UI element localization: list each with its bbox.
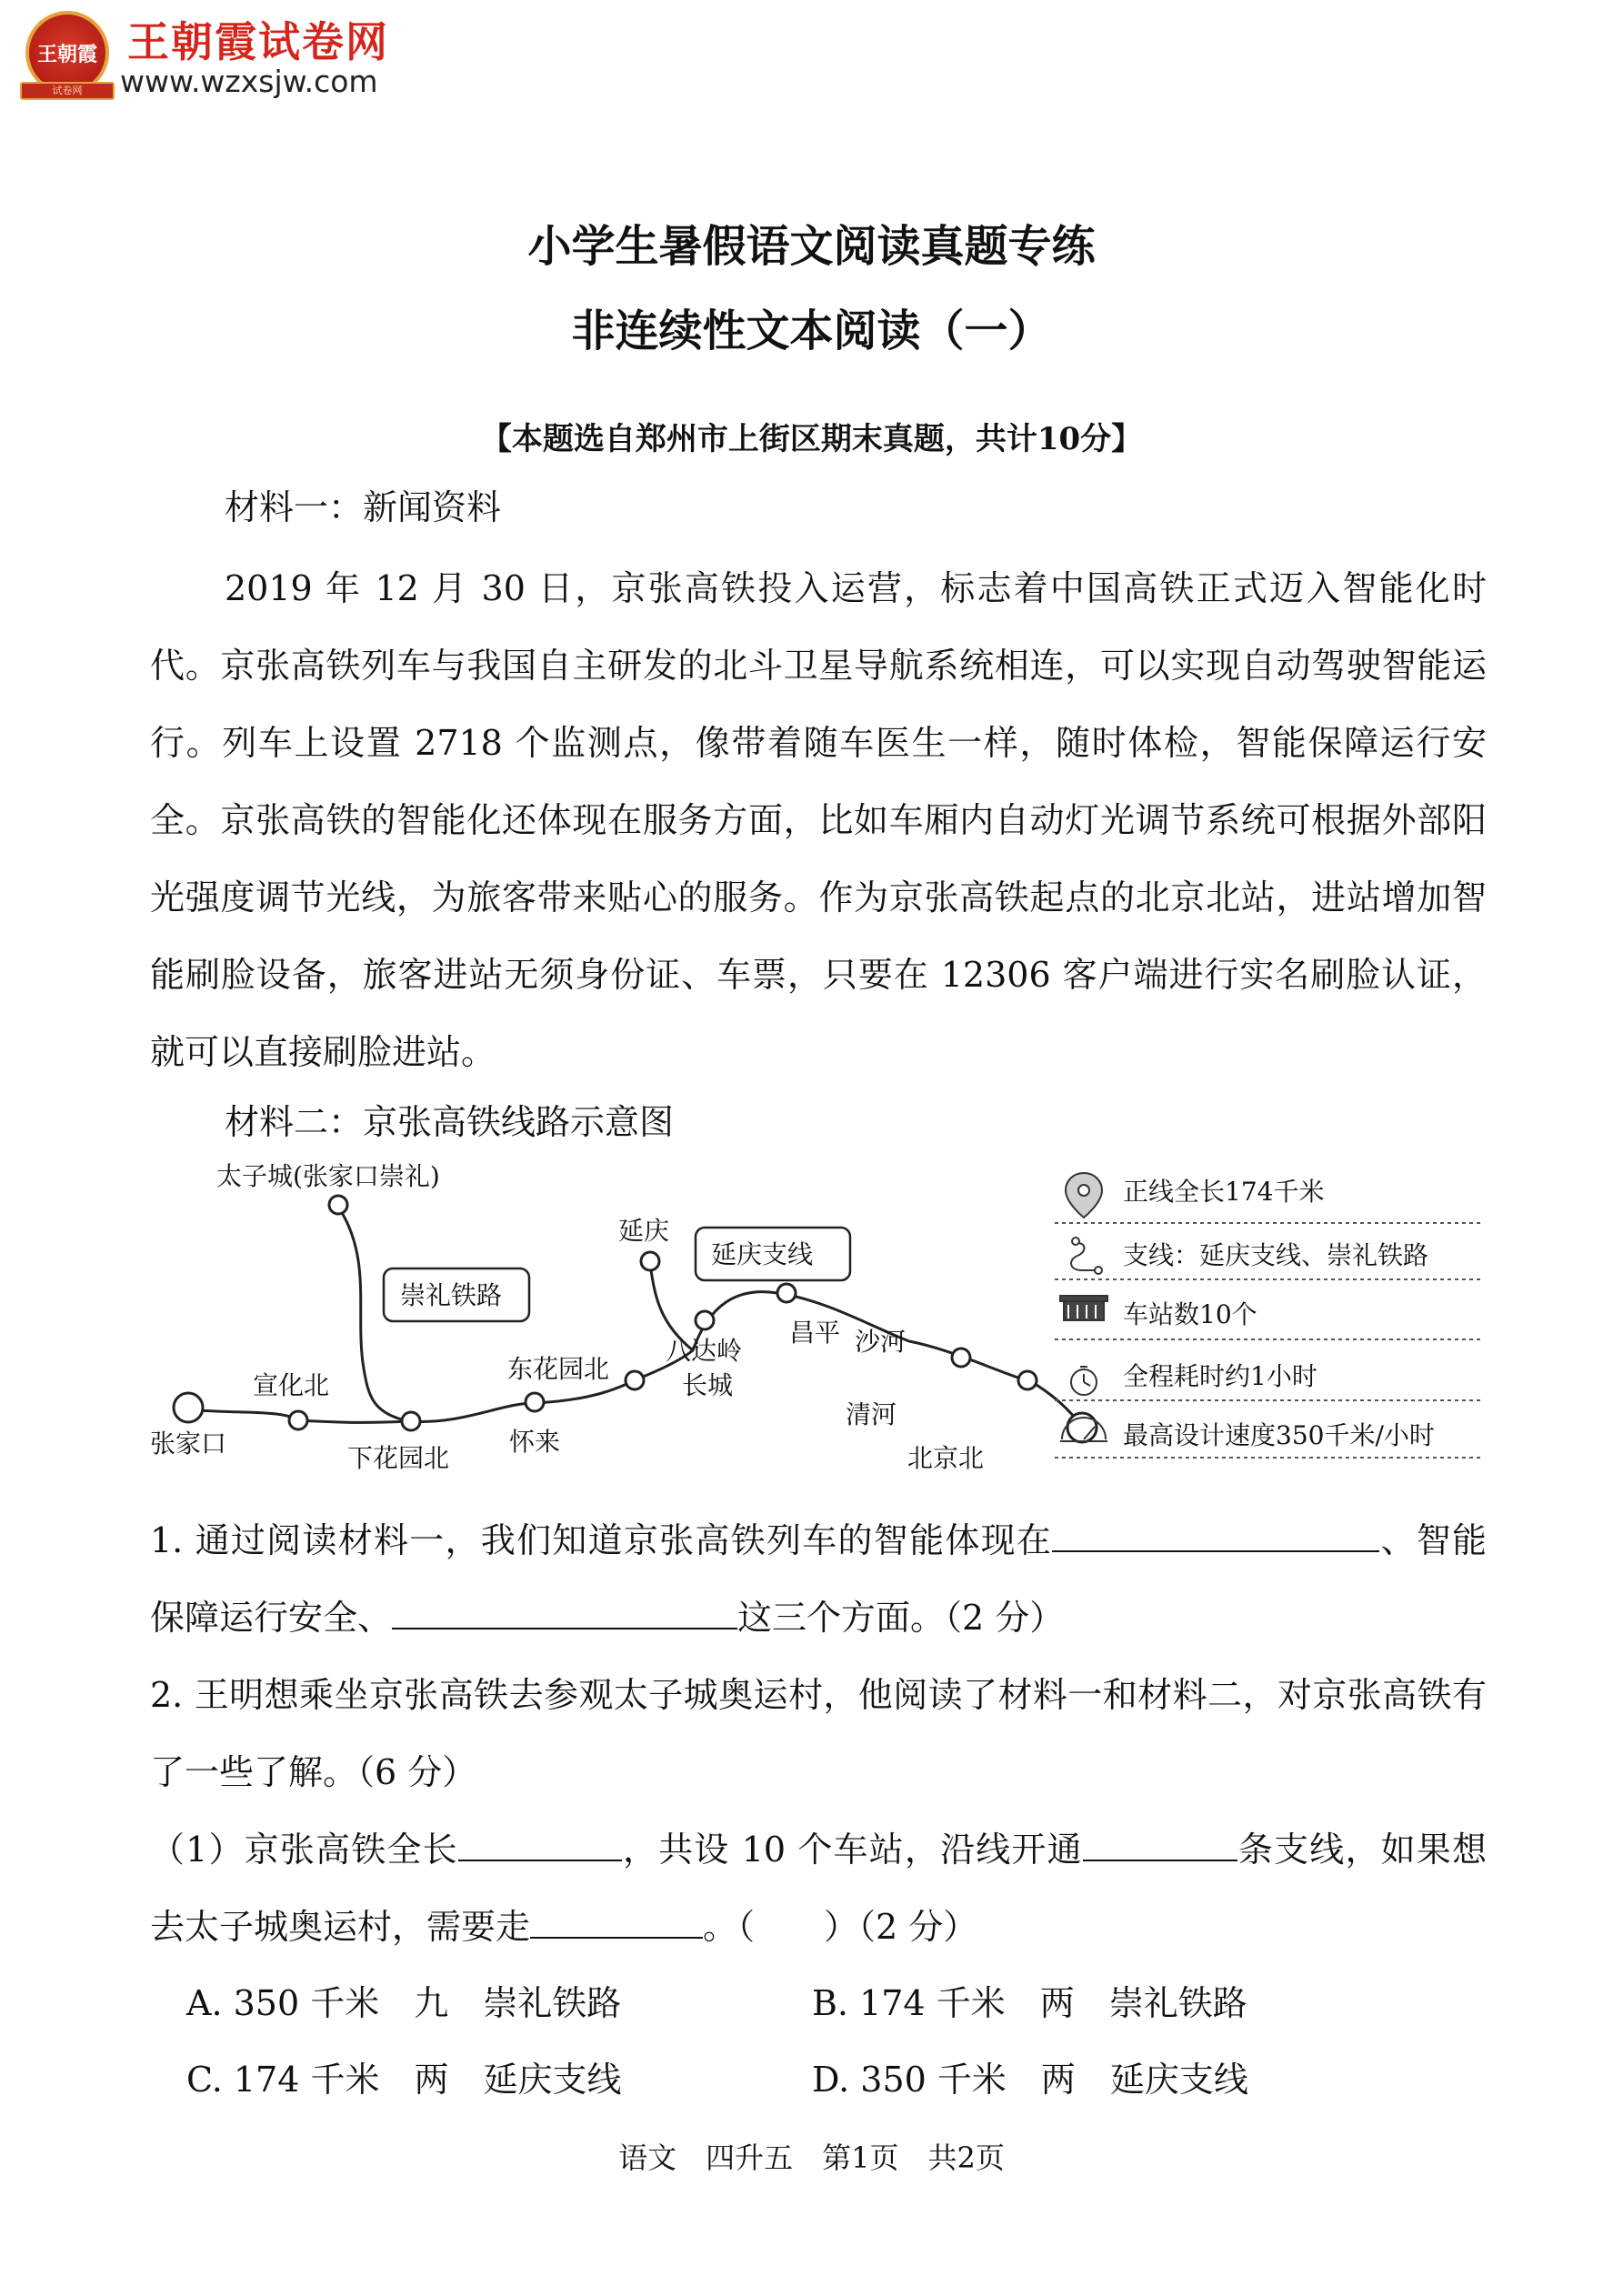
- station-label-taizicheng: 太子城(张家口崇礼): [216, 1161, 440, 1191]
- legend-item-speed: 最高设计速度350千米/小时: [1123, 1420, 1435, 1450]
- branch-route-icon: [1071, 1243, 1096, 1270]
- legend-item-branches: 支线：延庆支线、崇礼铁路: [1123, 1240, 1429, 1270]
- page-subtitle: 非连续性文本阅读（一）: [571, 306, 1052, 356]
- option-c[interactable]: C. 174 千米 两 延庆支线: [186, 2060, 622, 2100]
- station-label-donghuayuanbei: 东花园北: [507, 1354, 610, 1384]
- question-source: 【本题选自郑州市上街区期末真题，共计10分】: [480, 421, 1143, 457]
- q1-blank-1[interactable]: [1052, 1519, 1379, 1552]
- material1-text: 2019 年 12 月 30 日，京张高铁投入运营，标志着中国高铁正式迈入智能化时代。京张高铁列车与我国自主研发的北斗卫星导航系统相连，可以实现自动驾驶智能运行。列车上设置 2718 个监测点，像带着随车医生一样，随时体检，智能保障运行安全。京张高铁的智能化还体现在服务方面，比如车厢内自动灯光调节系统可根据外部阳光强度调节光线，为旅客带来贴心的服务。作为京张高铁起点的北京北站，进站增加智能刷脸设备，旅客进站无须身份证、车票，只要在 12306 客户端进行实名刷脸认证，就可以直接刷脸进站。: [150, 568, 1487, 1072]
- station-label-xiahuayuanbei: 下花园北: [347, 1443, 450, 1473]
- station-yanqing-marker: [641, 1252, 659, 1270]
- route-map: [136, 1150, 1500, 1500]
- station-badaling-marker: [696, 1311, 714, 1329]
- station-label-beijingbei: 北京北: [907, 1443, 985, 1473]
- page-title: 小学生暑假语文阅读真题专练: [527, 221, 1096, 272]
- option-d[interactable]: D. 350 千米 两 延庆支线: [812, 2060, 1248, 2100]
- material2-heading: 材料二：京张高铁线路示意图: [225, 1102, 675, 1142]
- station-xiahuayuanbei-marker: [402, 1412, 420, 1430]
- station-label-huailai: 怀来: [509, 1427, 561, 1457]
- station-shahe-marker: [777, 1284, 796, 1302]
- q2-1-text-2: ，共设 10 个车站，沿线开通: [621, 1830, 1083, 1870]
- station-label-badaling: 八达岭: [666, 1336, 743, 1366]
- legend-item-duration: 全程耗时约1小时: [1123, 1361, 1317, 1391]
- q2-1-text-1: （1）京张高铁全长: [150, 1830, 458, 1870]
- question-1: [150, 1502, 1487, 1657]
- station-changping-marker: [952, 1349, 970, 1367]
- station-label-changping: 昌平: [789, 1318, 841, 1348]
- line-label-chongli: 崇礼铁路: [400, 1280, 503, 1310]
- station-label-shahe: 沙河: [855, 1327, 907, 1357]
- station-label-zhangjiakou: 张家口: [150, 1429, 227, 1459]
- main-line: [186, 1292, 1082, 1426]
- station-label-changcheng: 长城: [682, 1370, 734, 1400]
- q2-1-blank-route[interactable]: [530, 1906, 703, 1939]
- station-huailai-marker: [526, 1393, 544, 1411]
- map-legend: [1055, 1173, 1482, 1458]
- question-2: 2. 王明想乘坐京张高铁去参观太子城奥运村，他阅读了材料一和材料二，对京张高铁有了一些了解。（6 分）: [150, 1675, 1487, 1792]
- station-taizicheng-marker: [329, 1196, 347, 1214]
- station-qinghe-marker: [1018, 1371, 1037, 1389]
- brand-name: 王朝霞试卷网: [127, 17, 389, 66]
- option-a[interactable]: A. 350 千米 九 崇礼铁路: [186, 1983, 622, 2023]
- brand-url[interactable]: www.wzxsjw.com: [120, 64, 378, 99]
- station-xuanhuabei-marker: [289, 1411, 307, 1429]
- station-zhangjiakou-marker: [174, 1393, 203, 1422]
- q2-1-text-4: 。（ ）（2 分）: [703, 1907, 978, 1947]
- q2-1-text-3: 条支线，如果想去太子城奥运村，需要走: [150, 1830, 1487, 1947]
- q1-text-2: 、智能保障运行安全、: [150, 1520, 1487, 1638]
- station-label-yanqing: 延庆: [618, 1216, 670, 1246]
- q2-1-blank-length[interactable]: [458, 1829, 622, 1861]
- material1-heading: 材料一：新闻资料: [225, 487, 502, 527]
- legend-item-stations: 车站数10个: [1123, 1299, 1257, 1329]
- q1-text-1: 1. 通过阅读材料一，我们知道京张高铁列车的智能体现在: [150, 1520, 1053, 1560]
- question-2-1: [150, 1811, 1487, 1966]
- q1-text-3: 这三个方面。（2 分）: [737, 1598, 1065, 1638]
- station-donghuayuanbei-marker: [626, 1371, 644, 1389]
- station-building-icon: [1064, 1300, 1104, 1320]
- station-label-xuanhuabei: 宣化北: [253, 1370, 330, 1400]
- page-footer: 语文 四升五 第1页 共2页: [618, 2141, 1005, 2175]
- line-label-yanqing: 延庆支线: [711, 1239, 814, 1269]
- logo-text: 王朝霞: [36, 42, 97, 66]
- station-label-qinghe: 清河: [846, 1399, 897, 1429]
- q1-blank-2[interactable]: [392, 1597, 737, 1629]
- logo-ribbon: 试卷网: [20, 82, 115, 100]
- legend-item-length: 正线全长174千米: [1123, 1177, 1325, 1207]
- option-b[interactable]: B. 174 千米 两 崇礼铁路: [812, 1983, 1247, 2023]
- q2-1-blank-branches[interactable]: [1083, 1829, 1237, 1861]
